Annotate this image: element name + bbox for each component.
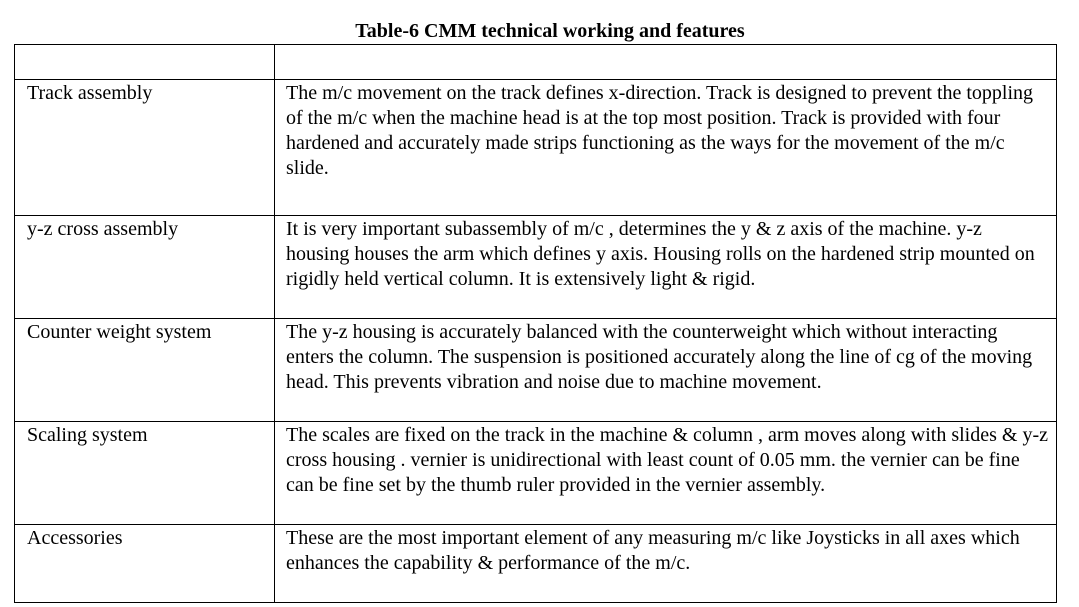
- feature-description-cell: [275, 319, 1057, 422]
- feature-description-cell: [275, 422, 1057, 525]
- feature-description: The y-z housing is accurately balanced with the counterweight which without interacting enters the column. The suspension is positioned accurately along the line of cg of the moving head. This prevents vibration and noise due to machine movement.: [286, 321, 1033, 393]
- feature-name-cell: [15, 319, 275, 422]
- feature-name: y-z cross assembly: [27, 218, 179, 240]
- feature-name-cell: [15, 422, 275, 525]
- feature-name: Accessories: [27, 527, 123, 549]
- table-row: [15, 422, 1057, 525]
- feature-description: The m/c movement on the track defines x-direction. Track is designed to prevent the toppling of the m/c when the machine head is at the top most position. Track is provided with four hardened and accurately made strips functioning as the ways for the movement of the m/c slide.: [286, 82, 1034, 179]
- feature-description-cell: [275, 216, 1057, 319]
- table-header-row: [15, 45, 1057, 80]
- table-caption: Table-6 CMM technical working and features: [355, 20, 745, 42]
- feature-name-cell: [15, 216, 275, 319]
- features-table: [14, 44, 1057, 603]
- feature-description-cell: [275, 80, 1057, 216]
- feature-name-cell: [15, 525, 275, 603]
- table-row: [15, 80, 1057, 216]
- table-row: [15, 216, 1057, 319]
- feature-description: The scales are fixed on the track in the machine & column , arm moves along with slides & y-z cross housing . vernier is unidirectional with least count of 0.05 mm. the vernier can be fine can be fine set by the thumb ruler provided in the vernier assembly.: [286, 424, 1048, 496]
- feature-name: Scaling system: [27, 424, 148, 446]
- feature-description: It is very important subassembly of m/c , determines the y & z axis of the machine. y-z housing houses the arm which defines y axis. Housing rolls on the hardened strip mounted on rigidly held vertical column. It is extensively light & rigid.: [286, 218, 1035, 290]
- feature-description-cell: [275, 525, 1057, 603]
- feature-description: These are the most important element of any measuring m/c like Joysticks in all axes which enhances the capability & performance of the m/c.: [286, 527, 1020, 574]
- header-cell-name: [15, 45, 275, 80]
- feature-name: Track assembly: [27, 82, 153, 104]
- table-row: [15, 525, 1057, 603]
- feature-name-cell: [15, 80, 275, 216]
- table-row: [15, 319, 1057, 422]
- feature-name: Counter weight system: [27, 321, 212, 343]
- header-cell-description: [275, 45, 1057, 80]
